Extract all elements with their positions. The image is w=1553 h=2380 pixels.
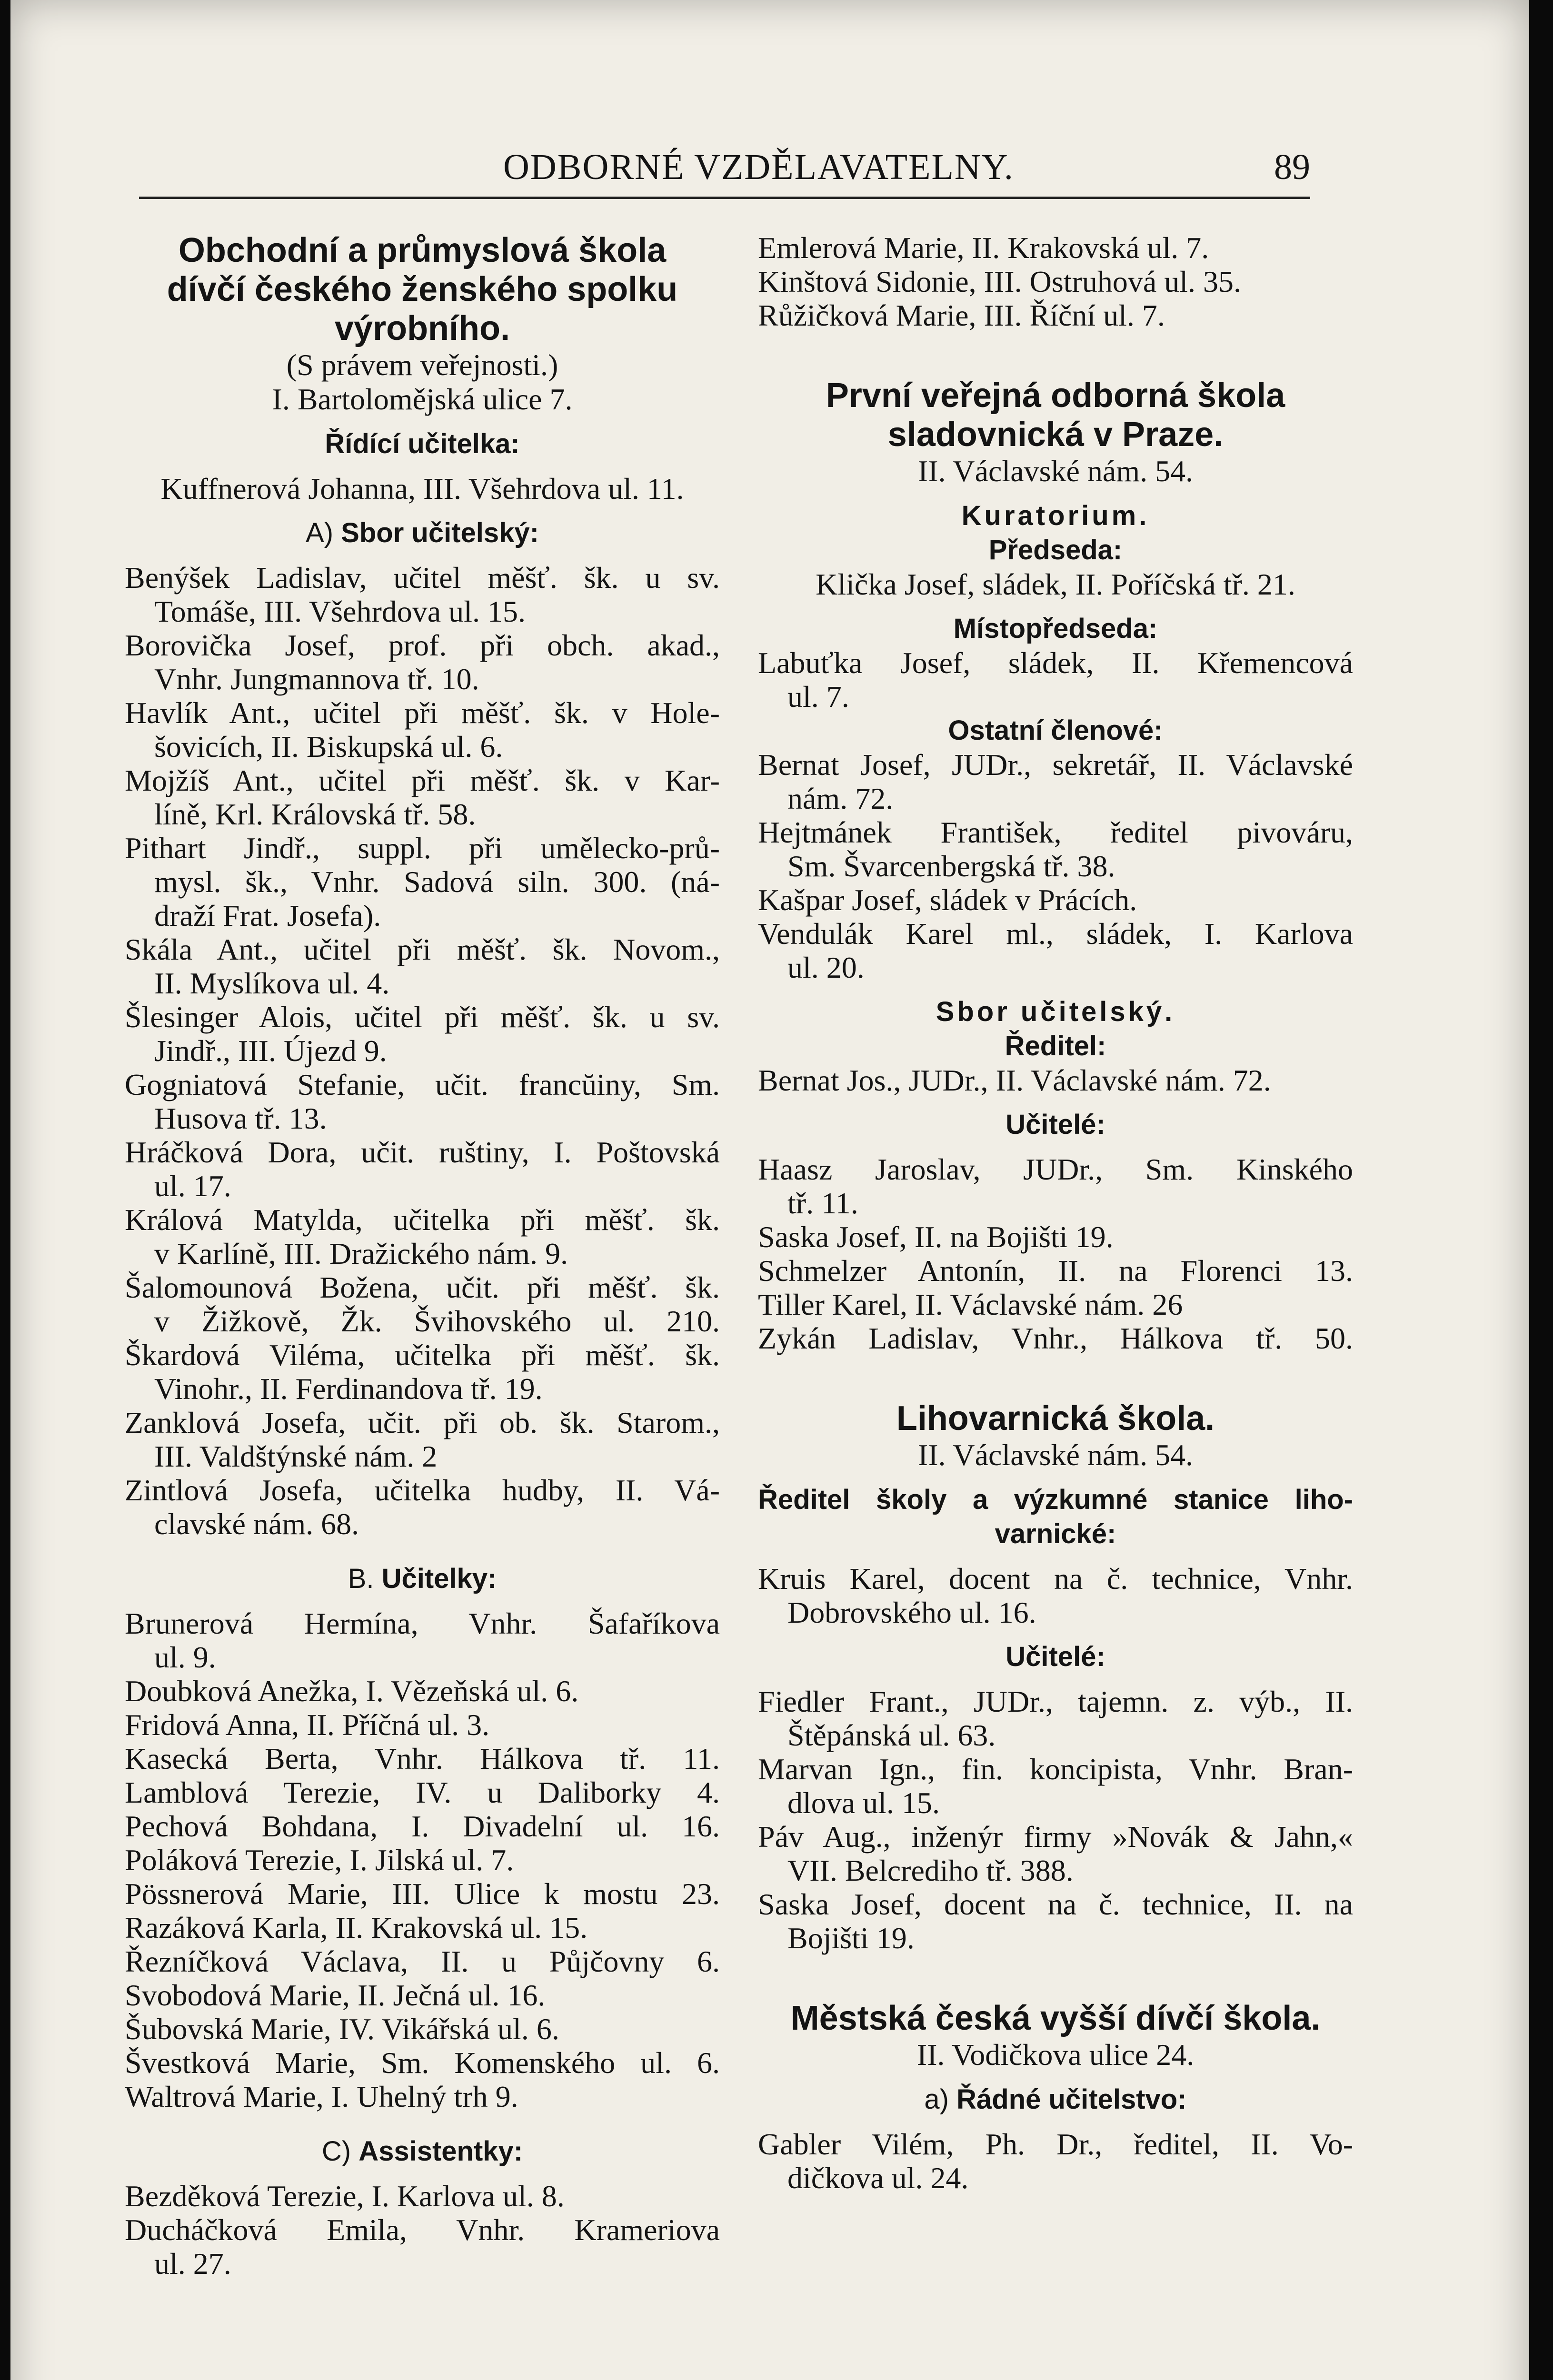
- subheading: Učitelé:: [1005, 1109, 1105, 1140]
- entry-line: Pössnerová Marie, III. Ulice k mostu 23.: [125, 1877, 720, 1911]
- entry-line: Doubková Anežka, I. Vězeňská ul. 6.: [125, 1674, 579, 1708]
- entry-line: Škardová Viléma, učitelka při měšť. šk.: [125, 1338, 720, 1372]
- entry-line: Borovička Josef, prof. při obch. akad.,: [125, 628, 720, 662]
- entry-line: Kinštová Sidonie, III. Ostruhová ul. 35.: [758, 265, 1241, 298]
- entry-line: mysl. šk., Vnhr. Sadová siln. 300. (ná-: [154, 865, 720, 899]
- entry-line: Kuffnerová Johanna, III. Všehrdova ul. 11.: [160, 472, 684, 506]
- section-address: II. Václavské nám. 54.: [917, 1438, 1194, 1472]
- entry-line: Kasecká Berta, Vnhr. Hálkova tř. 11.: [125, 1742, 720, 1775]
- entry-line: Haasz Jaroslav, JUDr., Sm. Kinského: [758, 1152, 1353, 1186]
- entry-line: Ducháčková Emila, Vnhr. Krameriova: [125, 2213, 720, 2247]
- subheading: Předseda:: [988, 535, 1123, 565]
- entry-line: Labuťka Josef, sládek, II. Křemencová: [758, 646, 1353, 680]
- entry-line: Šlesinger Alois, učitel při měšť. šk. u sv.: [125, 1000, 720, 1034]
- entry-line: Štěpánská ul. 63.: [787, 1718, 996, 1752]
- entry-list: [758, 1685, 1353, 1955]
- subheading: Ostatní členové:: [948, 715, 1163, 746]
- entry-line: Bernat Josef, JUDr., sekretář, II. Václavské: [758, 748, 1353, 782]
- entry-line: Schmelzer Antonín, II. na Florenci 13.: [758, 1254, 1353, 1288]
- entry-line: Klička Josef, sládek, II. Poříčská tř. 21.: [816, 567, 1295, 601]
- entry-line: nám. 72.: [787, 782, 894, 815]
- subheading: Řídící učitelka:: [325, 428, 520, 459]
- section-address: I. Bartolomějská ulice 7.: [272, 382, 573, 416]
- entry-line: Hráčková Dora, učit. ruštiny, I. Poštovská: [125, 1135, 720, 1169]
- entry-line: Lamblová Terezie, IV. u Daliborky 4.: [125, 1775, 720, 1809]
- entry-line: Fridová Anna, II. Příčná ul. 3.: [125, 1708, 490, 1742]
- section-title-line: sladovnická v Praze.: [887, 416, 1224, 454]
- entry-line: Zykán Ladislav, Vnhr., Hálkova tř. 50.: [758, 1321, 1353, 1355]
- entry-line: Bernat Jos., JUDr., II. Václavské nám. 72.: [758, 1063, 1271, 1097]
- entry-line: Marvan Ign., fin. koncipista, Vnhr. Bran-: [758, 1752, 1353, 1786]
- entry-line: Poláková Terezie, I. Jilská ul. 7.: [125, 1843, 514, 1877]
- entry-line: ul. 7.: [787, 680, 849, 714]
- entry-line: Gogniatová Stefanie, učit. francŭiny, Sm.: [125, 1068, 720, 1101]
- section-title-line: Obchodní a průmyslová škola: [178, 231, 667, 269]
- subheading: a) Řádné učitelstvo:: [924, 2084, 1187, 2115]
- entry-line: II. Myslíkova ul. 4.: [154, 966, 390, 1000]
- entry-line: Razáková Karla, II. Krakovská ul. 15.: [125, 1911, 588, 1944]
- entry-list: [125, 561, 720, 1541]
- entry-line: Bezděková Terezie, I. Karlova ul. 8.: [125, 2179, 565, 2213]
- section-address: II. Václavské nám. 54.: [917, 454, 1194, 488]
- subheading: Místopředseda:: [953, 613, 1158, 644]
- entry-line: Zintlová Josefa, učitelka hudby, II. Vá-: [125, 1473, 720, 1507]
- entry-list: [125, 1606, 720, 2113]
- section-title-line: výrobního.: [334, 309, 510, 347]
- entry-line: Kruis Karel, docent na č. technice, Vnhr.: [758, 1562, 1353, 1596]
- entry-line: Tiller Karel, II. Václavské nám. 26: [758, 1288, 1183, 1321]
- entry-line: ul. 17.: [154, 1169, 231, 1203]
- entry-line: Dobrovského ul. 16.: [787, 1596, 1036, 1629]
- entry-line: šovicích, II. Biskupská ul. 6.: [154, 730, 503, 764]
- entry-line: ul. 20.: [787, 951, 865, 984]
- left-column: [125, 231, 720, 2281]
- entry-line: Benýšek Ladislav, učitel měšť. šk. u sv.: [125, 561, 720, 595]
- entry-line: VII. Belcrediho tř. 388.: [787, 1854, 1074, 1887]
- entry-line: Brunerová Hermína, Vnhr. Šafaříkova: [125, 1606, 720, 1640]
- section-title-line: První veřejná odborná škola: [826, 377, 1285, 415]
- entry-line: Gabler Vilém, Ph. Dr., ředitel, II. Vo-: [758, 2127, 1353, 2161]
- entry-line: clavské nám. 68.: [154, 1507, 359, 1541]
- entry-line: v Žižkově, Žk. Švihovského ul. 210.: [154, 1304, 720, 1338]
- entry-line: Kašpar Josef, sládek v Prácích.: [758, 883, 1137, 917]
- section-title: Městská česká vyšší dívčí škola.: [790, 1999, 1321, 2037]
- entry-list: [125, 2179, 720, 2281]
- entry-line: v Karlíně, III. Dražického nám. 9.: [154, 1237, 568, 1270]
- entry-line: Řezníčková Václava, II. u Půjčovny 6.: [125, 1944, 720, 1978]
- running-header: [139, 147, 1310, 199]
- entry-line: ul. 27.: [154, 2247, 231, 2281]
- entry-line: Vinohr., II. Ferdinandova tř. 19.: [154, 1372, 543, 1406]
- entry-line: Králová Matylda, učitelka při měšť. šk.: [125, 1203, 720, 1237]
- entry-line: Mojžíš Ant., učitel při měšť. šk. v Kar-: [125, 764, 720, 797]
- entry-line: Páv Aug., inženýr firmy »Novák & Jahn,«: [758, 1820, 1353, 1854]
- entry-line: Zanklová Josefa, učit. při ob. šk. Starom.,: [125, 1406, 720, 1439]
- entry-line: Skála Ant., učitel při měšť. šk. Novom.,: [125, 932, 720, 966]
- subheading: Učitelé:: [1005, 1641, 1105, 1672]
- section-title: Lihovarnická škola.: [896, 1399, 1215, 1438]
- running-title: ODBORNÉ VZDĚLAVATELNY.: [503, 147, 1014, 187]
- subheading: A) Sbor učitelský:: [306, 517, 539, 548]
- entry-line: Hejtmánek František, ředitel pivováru,: [758, 815, 1353, 849]
- subheading: Sbor učitelský.: [936, 996, 1175, 1027]
- entry-line: líně, Krl. Královská tř. 58.: [154, 797, 476, 831]
- entry-line: Sm. Švarcenbergská tř. 38.: [787, 849, 1115, 883]
- section-subtitle: (S právem veřejnosti.): [286, 348, 558, 382]
- entry-line: ul. 9.: [154, 1640, 216, 1674]
- entry-line: Emlerová Marie, II. Krakovská ul. 7.: [758, 231, 1209, 265]
- entry-line: Husova tř. 13.: [154, 1101, 327, 1135]
- book-page: [10, 0, 1529, 2380]
- entry-line: Saska Josef, II. na Bojišti 19.: [758, 1220, 1114, 1254]
- entry-line: Vendulák Karel ml., sládek, I. Karlova: [758, 917, 1353, 951]
- subheading: B. Učitelky:: [348, 1563, 497, 1594]
- right-column: [758, 231, 1353, 2195]
- entry-line: Jindř., III. Újezd 9.: [154, 1034, 387, 1068]
- subheading: Ředitel školy a výzkumné stanice liho-: [758, 1484, 1353, 1515]
- entry-line: III. Valdštýnské nám. 2: [154, 1439, 438, 1473]
- entry-line: Pechová Bohdana, I. Divadelní ul. 16.: [125, 1809, 720, 1843]
- entry-line: Havlík Ant., učitel při měšť. šk. v Hole-: [125, 696, 720, 730]
- entry-line: Waltrová Marie, I. Uhelný trh 9.: [125, 2080, 518, 2113]
- entry-line: Fiedler Frant., JUDr., tajemn. z. výb., II.: [758, 1685, 1353, 1718]
- subheading: Kuratorium.: [961, 500, 1150, 531]
- entry-line: Švestková Marie, Sm. Komenského ul. 6.: [125, 2046, 720, 2080]
- subheading: Ředitel:: [1005, 1031, 1106, 1061]
- section-title-line: dívčí českého ženského spolku: [167, 270, 678, 308]
- entry-line: Saska Josef, docent na č. technice, II. na: [758, 1887, 1353, 1921]
- entry-line: dlova ul. 15.: [787, 1786, 940, 1820]
- entry-line: Šubovská Marie, IV. Vikářská ul. 6.: [125, 2012, 559, 2046]
- entry-line: Pithart Jindř., suppl. při umělecko-prů-: [125, 831, 720, 865]
- entry-line: Šalomounová Božena, učit. při měšť. šk.: [125, 1270, 720, 1304]
- header-rule: [139, 197, 1310, 199]
- entry-line: dičkova ul. 24.: [787, 2161, 969, 2195]
- entry-line: Vnhr. Jungmannova tř. 10.: [154, 662, 479, 696]
- entry-line: Růžičková Marie, III. Říční ul. 7.: [758, 298, 1165, 332]
- section-address: II. Vodičkova ulice 24.: [916, 2038, 1195, 2072]
- entry-line: Bojišti 19.: [787, 1921, 915, 1955]
- entry-line: Tomáše, III. Všehrdova ul. 15.: [154, 595, 526, 628]
- entry-list: [758, 1152, 1353, 1355]
- entry-list: [758, 748, 1353, 984]
- entry-line: tř. 11.: [787, 1186, 858, 1220]
- page-number: 89: [1274, 147, 1310, 187]
- entry-line: Svobodová Marie, II. Ječná ul. 16.: [125, 1978, 546, 2012]
- entry-line: draží Frat. Josefa).: [154, 899, 381, 932]
- subheading: C) Assistentky:: [321, 2136, 523, 2167]
- subheading: varnické:: [995, 1518, 1116, 1549]
